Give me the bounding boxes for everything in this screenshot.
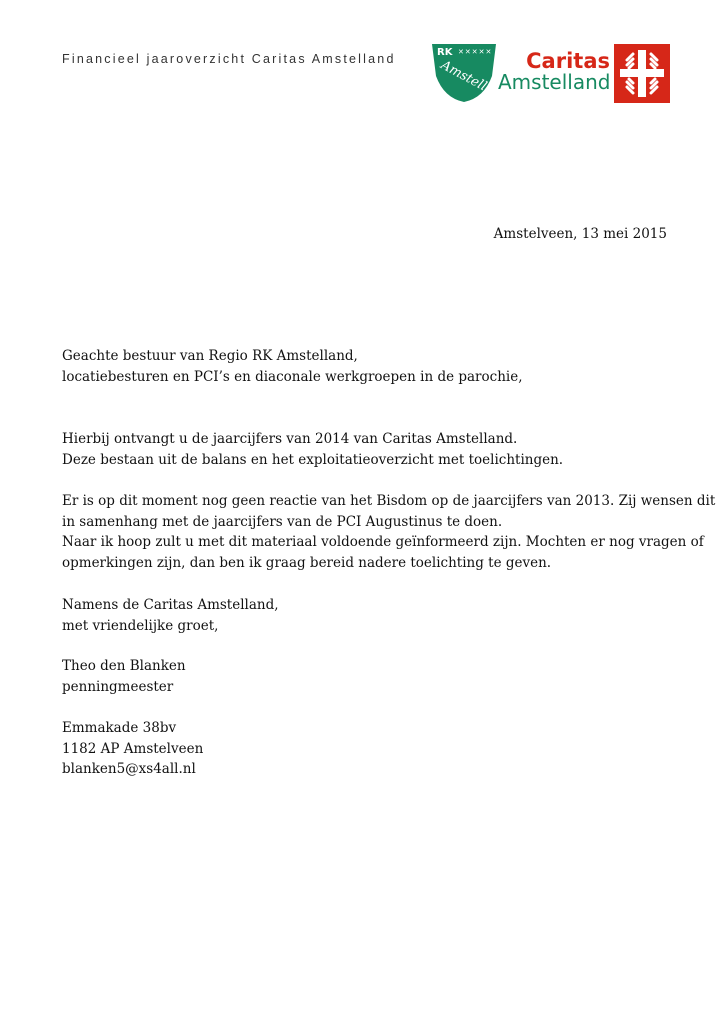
signature-name: Theo den Blanken [62,658,186,674]
caritas-wordmark-line2: Amstelland [498,70,611,95]
salutation-line: locatiebesturen en PCI’s en diaconale werkgroepen in de parochie, [62,368,523,385]
caritas-cross-emblem-icon [614,44,670,103]
closing-line: met vriendelijke groet, [62,617,219,634]
caritas-wordmark-line1: Caritas [526,49,610,73]
address-street: Emmakade 38bv [62,720,177,736]
closing-line: Namens de Caritas Amstelland, [62,597,279,613]
closing [62,595,672,636]
paragraph-line: Er is op dit moment nog geen reactie van het Bisdom op de jaarcijfers van 2013. Zij wensen dit [62,493,716,509]
address-city: 1182 AP Amstelveen [62,740,204,757]
paragraph-bisdom [62,491,716,573]
address-email: blanken5@xs4all.nl [62,761,196,778]
salutation-line: Geachte bestuur van Regio RK Amstelland, [62,348,358,364]
salutation [62,346,672,387]
paragraph-line: Deze bestaan uit de balans en het exploitatieoverzicht met toelichtingen. [62,451,564,468]
paragraph-line: Hierbij ontvangt u de jaarcijfers van 2014 van Caritas Amstelland. [62,431,518,447]
svg-text:✕✕✕✕✕: ✕✕✕✕✕ [458,48,493,56]
rk-amstelland-logo [428,40,511,106]
sender-address [62,718,672,780]
paragraph-jaarcijfers [62,429,672,470]
paragraph-line: in samenhang met de jaarcijfers van de PCI Augustinus te doen. [62,513,503,530]
caritas-wordmark [498,50,610,93]
signature-role: penningmeester [62,678,174,695]
rk-logo-text-top: RK [437,47,453,58]
rk-logo-text-main: Amstelland [438,57,511,106]
paragraph-line: opmerkingen zijn, dan ben ik graag bereid nadere toelichting te geven. [62,554,552,571]
signature [62,656,672,697]
paragraph-line: Naar ik hoop zult u met dit materiaal voldoende geïnformeerd zijn. Mochten er nog vragen of [62,534,704,551]
document-header-title: Financieel jaaroverzicht Caritas Amstelland [62,52,396,66]
letter-date: Amstelveen, 13 mei 2015 [493,226,667,242]
